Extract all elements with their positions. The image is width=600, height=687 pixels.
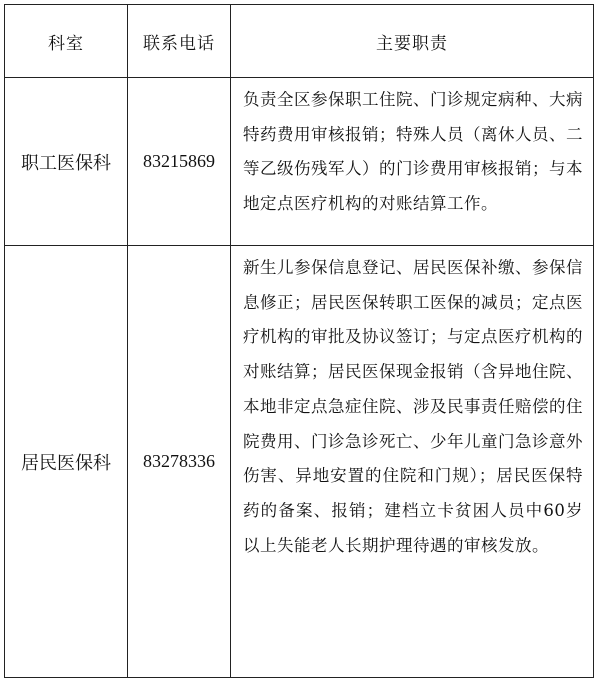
- duties-text: 新生儿参保信息登记、居民医保补缴、参保信息修正；居民医保转职工医保的减员；定点医疗机构的审批及协议签订；与定点医疗机构的对账结算；居民医保现金报销（含异地住院、本地非定点急症住院、涉及民事责任赔偿的住院费用、门诊急诊死亡、少年儿童门急诊意外伤害、异地安置的住院和门规）；居民医保特药的备案、报销；建档立卡贫困人员中60岁以上失能老人长期护理待遇的审核发放。: [243, 258, 583, 555]
- department-cell: 居民医保科: [5, 246, 128, 678]
- duties-text: 负责全区参保职工住院、门诊规定病种、大病特药费用审核报销；特殊人员（离休人员、二等乙级伤残军人）的门诊费用审核报销；与本地定点医疗机构的对账结算工作。: [243, 90, 583, 214]
- table-row: [5, 78, 594, 246]
- department-table: [4, 4, 594, 678]
- department-cell: 职工医保科: [5, 78, 128, 246]
- phone-cell: 83215869: [128, 78, 231, 246]
- header-phone: 联系电话: [128, 5, 231, 78]
- phone-cell: 83278336: [128, 246, 231, 678]
- document-page: [4, 4, 593, 678]
- duties-cell: [231, 246, 594, 678]
- duties-cell: [231, 78, 594, 246]
- header-department: 科室: [5, 5, 128, 78]
- table-header-row: [5, 5, 594, 78]
- table-row: [5, 246, 594, 678]
- header-duties: 主要职责: [231, 5, 594, 78]
